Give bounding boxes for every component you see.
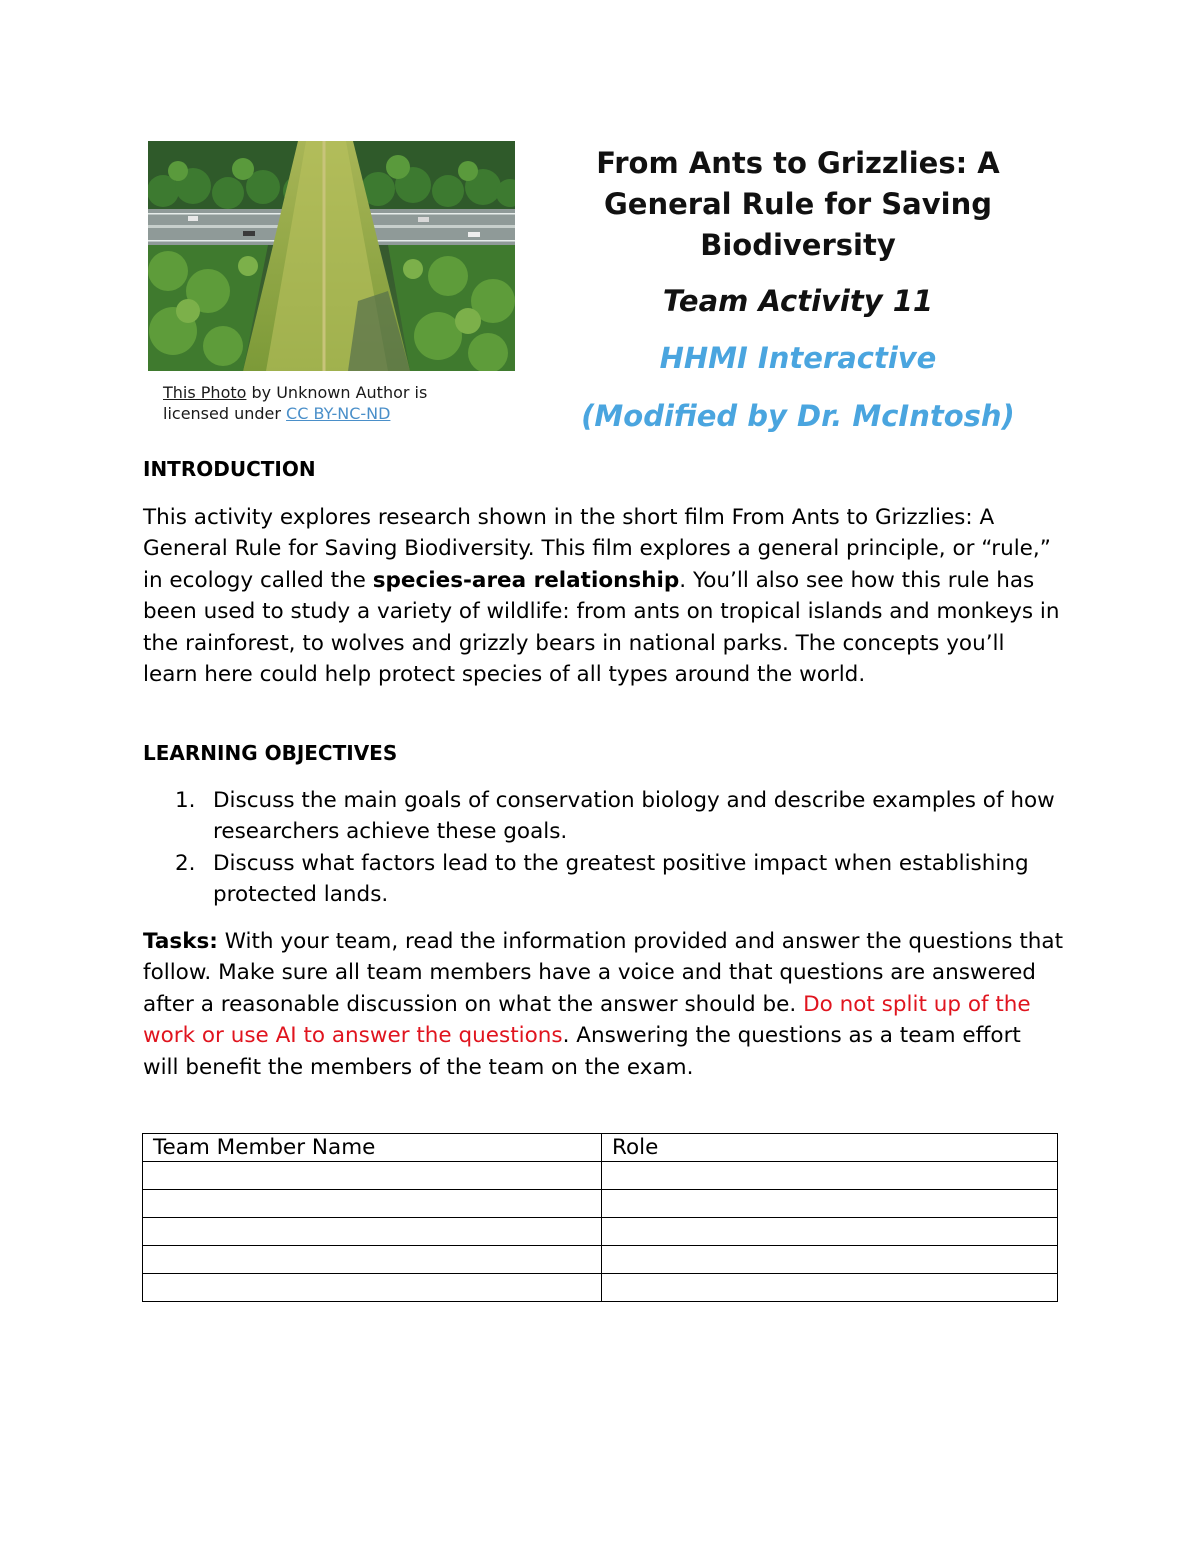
- member-role-cell[interactable]: [602, 1246, 1058, 1274]
- introduction-heading: INTRODUCTION: [143, 457, 316, 481]
- member-name-cell[interactable]: [143, 1246, 602, 1274]
- table-row: [143, 1190, 1058, 1218]
- list-item-text: Discuss what factors lead to the greatest positive impact when establishing protected lands.: [213, 850, 1029, 908]
- modified-by-label: (Modified by Dr. McIntosh): [581, 399, 1015, 433]
- document-title: From Ants to Grizzlies: A General Rule for Saving Biodiversity: [596, 146, 1000, 262]
- column-header-name: Team Member Name: [143, 1134, 602, 1162]
- tasks-text-start: With your team, read the information provided and answer the questions that follow. Make sure all team members have a voice and that questions are answered after a reasonable discussion on what the answer should be.: [143, 929, 1063, 1017]
- list-item-number: 2.: [175, 850, 196, 876]
- member-role-cell[interactable]: [602, 1274, 1058, 1302]
- publisher-label: HHMI Interactive: [659, 341, 937, 375]
- intro-text-start: This activity explores research shown in the short film From Ants to Grizzlies: A General Rule for Saving Biodiversity. This film explores a general principle, or “rule,” in ecology called the: [143, 505, 1051, 593]
- member-name-cell[interactable]: [143, 1162, 602, 1190]
- ai-warning-text: Do not split up of the work or use AI to answer the questions: [143, 991, 1031, 1049]
- list-item: [143, 848, 1063, 911]
- table-row: [143, 1162, 1058, 1190]
- table-row: [143, 1218, 1058, 1246]
- license-link[interactable]: CC BY-NC-ND: [286, 404, 391, 423]
- photo-credit-text: by Unknown Author is licensed under: [163, 383, 428, 423]
- table-header-row: [143, 1134, 1058, 1162]
- member-role-cell[interactable]: [602, 1218, 1058, 1246]
- member-name-cell[interactable]: [143, 1218, 602, 1246]
- member-role-cell[interactable]: [602, 1190, 1058, 1218]
- tasks-text-end: . Answering the questions as a team effort will benefit the members of the team on the exam.: [143, 1023, 1021, 1080]
- tasks-label: Tasks:: [143, 929, 218, 954]
- table-row: [143, 1246, 1058, 1274]
- wildlife-overpass-photo: [148, 141, 515, 371]
- activity-subtitle: Team Activity 11: [662, 284, 934, 318]
- objectives-list: [143, 785, 1063, 911]
- column-header-role: Role: [602, 1134, 1058, 1162]
- list-item-text: Discuss the main goals of conservation biology and describe examples of how researchers achieve these goals.: [213, 788, 1055, 845]
- introduction-paragraph: [143, 502, 1063, 690]
- photo-credit: [163, 382, 483, 424]
- team-member-table: [142, 1133, 1058, 1302]
- intro-text-end: . You’ll also see how this rule has been used to study a variety of wildlife: from ants on tropical islands and monkeys in the rainforest, to wolves and grizzly bears in national parks. The concepts you’ll learn here could help protect species of all types around the world.: [143, 567, 1060, 688]
- list-item: [143, 785, 1063, 848]
- photo-link[interactable]: This Photo: [163, 383, 247, 402]
- member-name-cell[interactable]: [143, 1274, 602, 1302]
- member-role-cell[interactable]: [602, 1162, 1058, 1190]
- list-item-number: 1.: [175, 788, 196, 813]
- objectives-heading: LEARNING OBJECTIVES: [143, 741, 398, 765]
- member-name-cell[interactable]: [143, 1190, 602, 1218]
- table-row: [143, 1274, 1058, 1302]
- intro-bold-term: species-area relationship: [372, 567, 680, 593]
- tasks-paragraph: [143, 926, 1063, 1083]
